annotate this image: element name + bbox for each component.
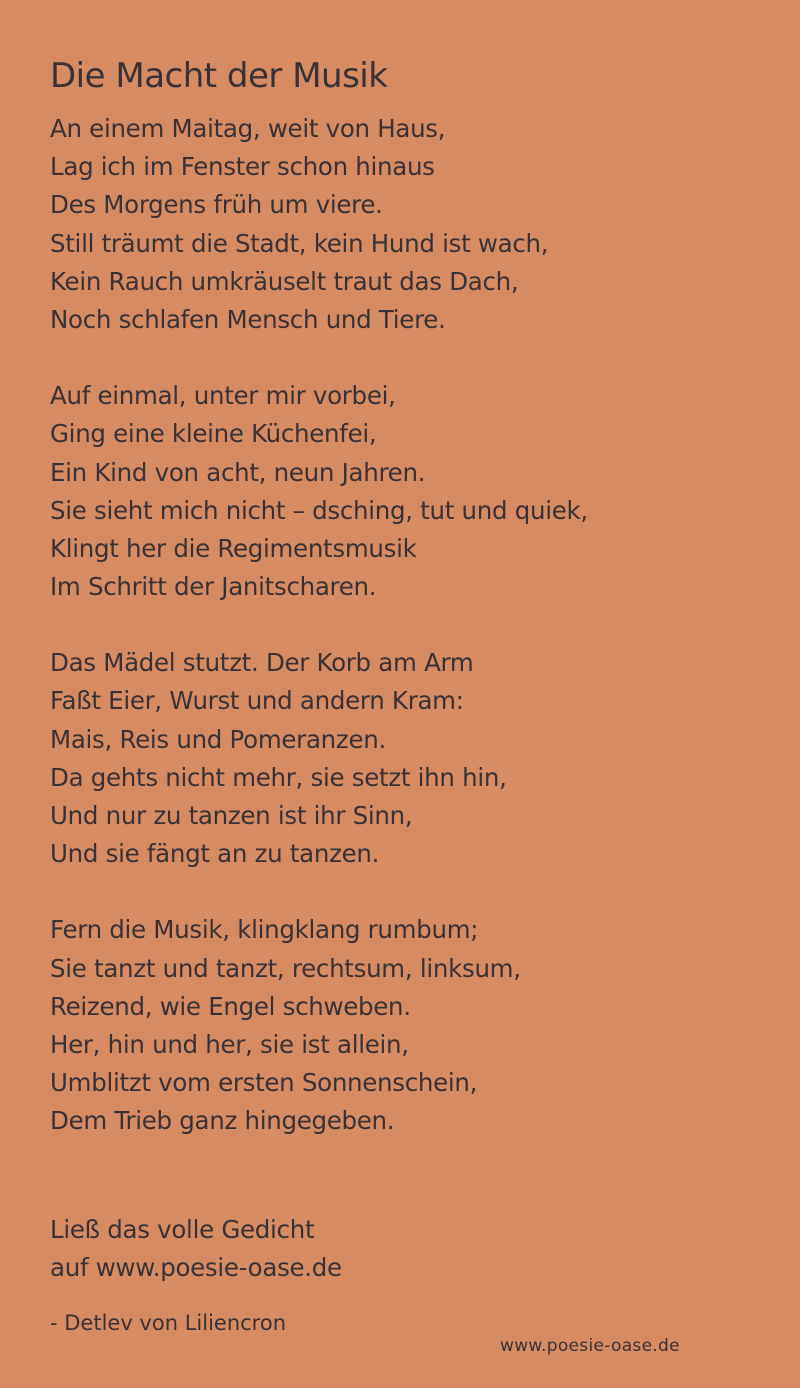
poem-line: Lag ich im Fenster schon hinaus — [50, 152, 435, 182]
poem-line: Noch schlafen Mensch und Tiere. — [50, 304, 446, 334]
poem-line: Faßt Eier, Wurst und andern Kram: — [50, 686, 464, 716]
poem-line: Kein Rauch umkräuselt traut das Dach, — [50, 266, 519, 296]
poem-line: Sie tanzt und tanzt, rechtsum, linksum, — [50, 953, 521, 983]
poem-title: Die Macht der Musik — [50, 56, 388, 96]
poem-line: Dem Trieb ganz hingegeben. — [50, 1106, 395, 1136]
poem-line: Fern die Musik, klingklang rumbum; — [50, 915, 479, 945]
poem-line: An einem Maitag, weit von Haus, — [50, 114, 446, 143]
poem-line: Das Mädel stutzt. Der Korb am Arm — [50, 648, 474, 678]
full-poem-note — [50, 1211, 342, 1287]
poem-line: Auf einmal, unter mir vorbei, — [50, 381, 396, 411]
poem-line: Klingt her die Regimentsmusik — [50, 533, 417, 563]
stanza-2 — [50, 377, 750, 606]
poem-line: Umblitzt vom ersten Sonnenschein, — [50, 1068, 478, 1098]
poem-line: Her, hin und her, sie ist allein, — [50, 1029, 409, 1059]
cta-line: auf www.poesie-oase.de — [50, 1253, 342, 1282]
stanza-4 — [50, 911, 750, 1140]
poem-line: Mais, Reis und Pomeranzen. — [50, 724, 386, 754]
poem-line: Und sie fängt an zu tanzen. — [50, 839, 380, 869]
poem-line: Reizend, wie Engel schweben. — [50, 991, 411, 1021]
cta-line: Ließ das volle Gedicht — [50, 1215, 315, 1244]
stanza-3 — [50, 644, 750, 873]
poem-line: Sie sieht mich nicht – dsching, tut und quiek, — [50, 495, 588, 525]
poem-line: Des Morgens früh um viere. — [50, 190, 383, 220]
poem-author: - Detlev von Liliencron — [50, 1311, 287, 1335]
poem-line: Und nur zu tanzen ist ihr Sinn, — [50, 801, 413, 830]
poem-line: Da gehts nicht mehr, sie setzt ihn hin, — [50, 762, 507, 792]
poem-line: Ein Kind von acht, neun Jahren. — [50, 457, 426, 487]
poem-line: Ging eine kleine Küchenfei, — [50, 419, 377, 449]
poem-line: Still träumt die Stadt, kein Hund ist wach, — [50, 228, 549, 258]
poem-line: Im Schritt der Janitscharen. — [50, 572, 377, 602]
stanza-1 — [50, 110, 750, 339]
poem-body — [50, 110, 750, 1179]
site-watermark: www.poesie-oase.de — [500, 1336, 680, 1356]
